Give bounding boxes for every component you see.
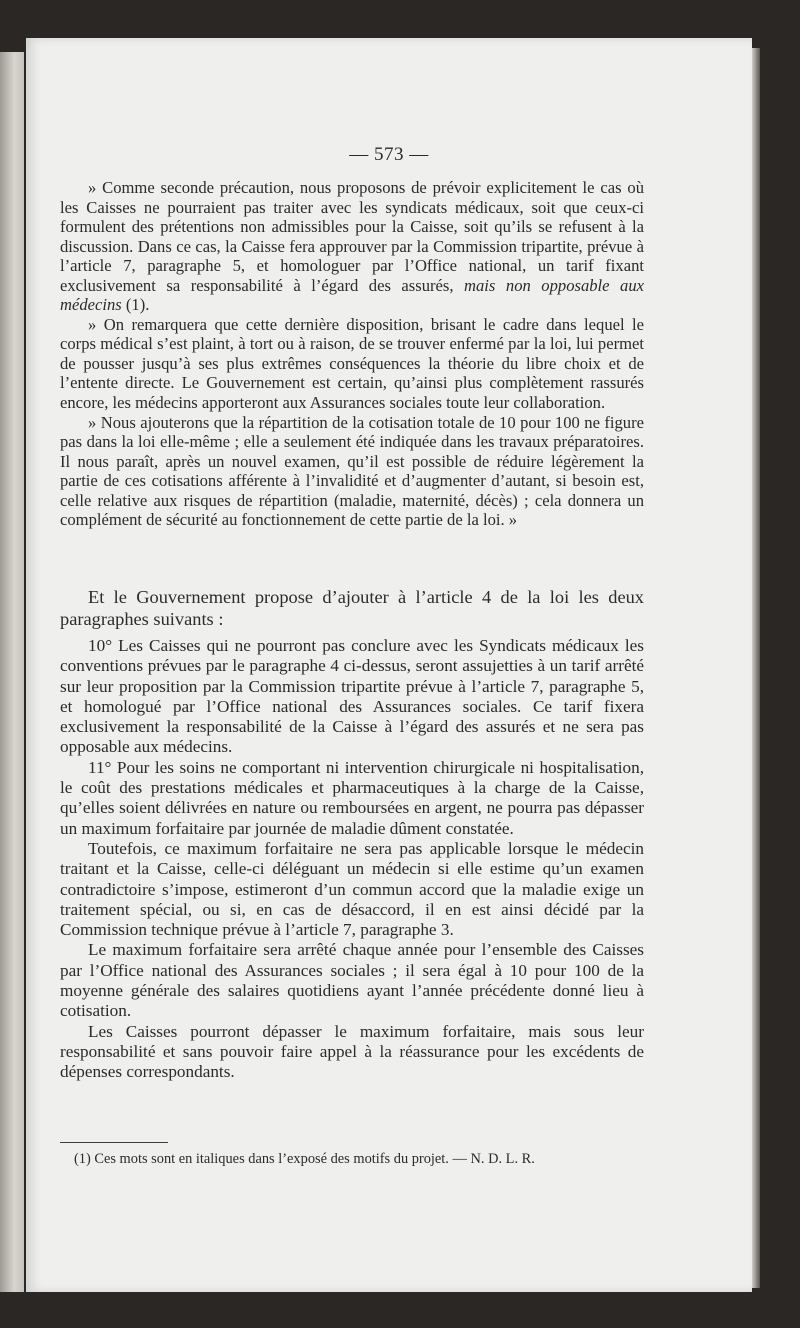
page-number: — 573 — bbox=[349, 144, 429, 165]
footnote-divider bbox=[60, 1142, 168, 1143]
lead-paragraph: Et le Gouvernement propose d’ajouter à l’article 4 de la loi les deux paragraphes suivants : bbox=[60, 587, 644, 629]
body-paragraph: 11° Pour les soins ne comportant ni intervention chirurgicale ni hospitalisation, le coût des prestations médicales et pharmaceutiques à la charge de la Caisse, qu’elles soient délivrées en nature ou remboursées en argent, ne pourra pas dépasser un maximum forfaitaire par journée de maladie dûment constatée. bbox=[60, 757, 644, 838]
footnote-reference: (1). bbox=[121, 295, 150, 315]
paragraph-text: Comme seconde précaution, nous proposons de prévoir explicitement le cas où les Caisses ne pourraient pas traiter avec les syndicats médicaux, soit que ceux-ci formulent des prétentions non admissibles pour la Caisse, soit qu’ils se refusent à la discussion. Dans ce cas, la Caisse fera approuver par la Commission tripartite, prévue à l’article 7, paragraphe 5, et homologuer par l’Office national, un tarif fixant exclusivement sa responsabilité à l’égard des assurés, bbox=[60, 178, 644, 295]
body-paragraph: Les Caisses pourront dépasser le maximum forfaitaire, mais sous leur responsabilité et sans pouvoir faire appel à la réassurance pour les excédents de dépenses correspondants. bbox=[60, 1021, 644, 1082]
quote-paragraph bbox=[60, 178, 644, 315]
body-paragraph: 10° Les Caisses qui ne pourront pas conclure avec les Syndicats médicaux les conventions prévues par le paragraphe 4 ci-dessus, seront assujetties à un tarif arrêté sur leur proposition par la Commission tripartite prévue à l’article 7, paragraphe 5, et homologué par l’Office national des Assurances sociales. Ce tarif fixera exclusivement la responsabilité de la Caisse à l’égard des assurés et ne sera pas opposable aux médecins. bbox=[60, 636, 644, 757]
page-edge-shadow bbox=[752, 48, 760, 1288]
italic-phrase: mais non opposable aux médecins bbox=[60, 275, 645, 315]
document-page bbox=[26, 38, 752, 1292]
body-paragraph: Le maximum forfaitaire sera arrêté chaque année pour l’ensemble des Caisses par l’Office national des Assurances sociales ; il sera égal à 10 pour 100 de la moyenne générale des salaires quotidiens ayant l’année précédente donné lieu à cotisation. bbox=[60, 940, 644, 1021]
facing-page-edge bbox=[0, 52, 24, 1292]
quoted-exposition bbox=[60, 178, 644, 530]
quote-paragraph bbox=[60, 413, 644, 530]
paragraph-text: On remarquera que cette dernière disposition, brisant le cadre dans lequel le corps médical s’est plaint, à tort ou à raison, de se trouver enfermé par la loi, lui permet de pousser jusqu’à ses plus extrêmes conséquences la théorie du libre choix et de l’entente directe. Le Gouvernement est certain, qu’ainsi plus complètement rassurés encore, les médecins apporteront aux Assurances sociales toute leur collaboration. bbox=[60, 314, 645, 413]
footnote: (1) Ces mots sont en italiques dans l’exposé des motifs du projet. — N. D. L. R. bbox=[74, 1151, 535, 1167]
quote-mark: » bbox=[88, 314, 104, 334]
main-text bbox=[60, 586, 644, 1083]
quote-paragraph bbox=[60, 315, 644, 413]
quote-mark: » bbox=[88, 412, 101, 432]
quote-mark: » bbox=[88, 178, 103, 197]
paragraph-text: Nous ajouterons que la répartition de la cotisation totale de 10 pour 100 ne figure pas dans la loi elle-même ; elle a seulement été indiquée dans les travaux préparatoires. Il nous paraît, après un nouvel examen, qu’il est possible de réduire légèrement la partie de ces cotisations afférente à l’invalidité et d’augmenter d’autant, si besoin est, celle relative aux risques de répartition (maladie, maternité, décès) ; cela donnera un complément de sécurité au fonctionnement de cette partie de la loi. » bbox=[60, 412, 644, 530]
body-paragraph: Toutefois, ce maximum forfaitaire ne sera pas applicable lorsque le médecin traitant et la Caisse, celle-ci déléguant un médecin si elle estime qu’un examen contradictoire s’impose, estimeront d’un commun accord que la maladie exige un traitement spécial, ou si, en cas de désaccord, il en est ainsi décidé par la Commission technique prévue à l’article 7, paragraphe 3. bbox=[60, 838, 644, 940]
